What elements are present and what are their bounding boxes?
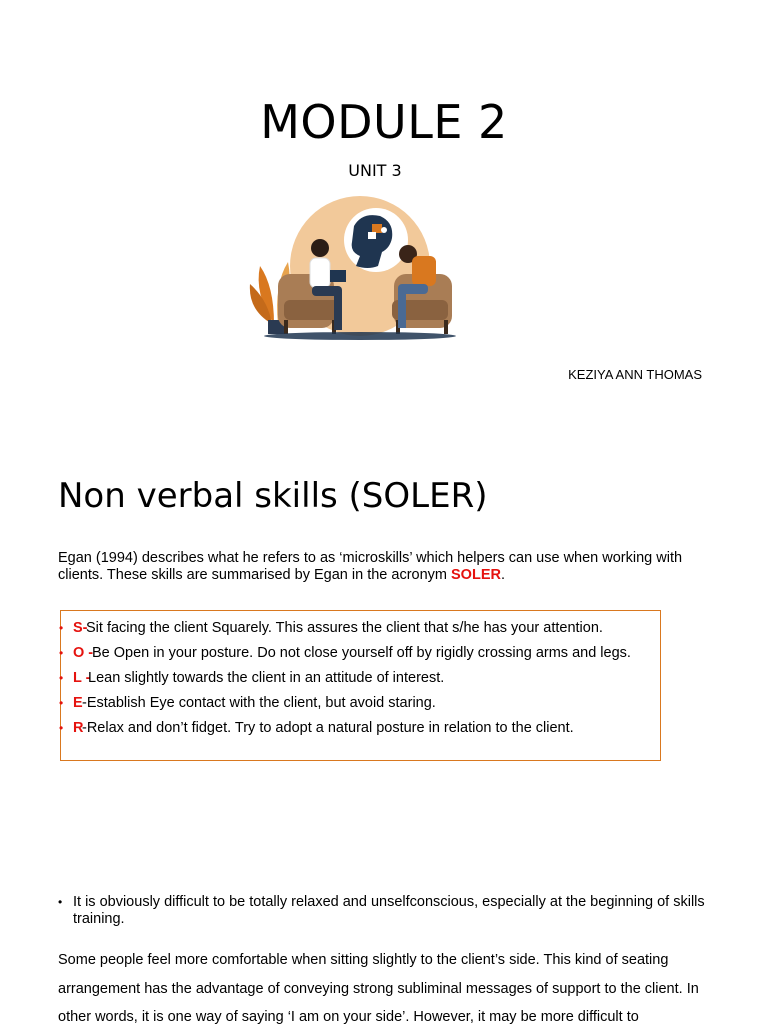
intro-text: Egan (1994) describes what he refers to as ‘microskills’ which helpers can use when working with clients. These skills are summarised by Egan in the acronym — [58, 550, 683, 583]
puzzle-piece — [372, 224, 382, 233]
soler-letter: L - — [73, 670, 91, 686]
intro-end: . — [500, 567, 505, 583]
bullet-note-text: It is obviously difficult to be totally relaxed and unselfconscious, especially at the beginning of skills training. — [73, 894, 705, 927]
right-chair-leg — [444, 320, 448, 334]
unit-subtitle: UNIT 3 — [348, 161, 402, 180]
soler-acronym: SOLER — [451, 567, 501, 583]
puzzle-piece — [368, 232, 376, 239]
bullet-icon: • — [59, 646, 64, 660]
soler-text: -Establish Eye contact with the client, but avoid staring. — [82, 695, 436, 711]
bullet-icon: • — [59, 621, 64, 635]
soler-box — [60, 610, 661, 761]
soler-letter: O - — [73, 645, 94, 661]
left-chair-leg — [284, 320, 288, 334]
bullet-icon: • — [59, 721, 64, 735]
counseling-session-illustration — [248, 196, 470, 342]
floor-shadow — [264, 332, 456, 340]
soler-text: Be Open in your posture. Do not close yourself off by rigidly crossing arms and legs. — [92, 645, 631, 661]
soler-text: Lean slightly towards the client in an attitude of interest. — [88, 670, 445, 686]
counselor-shins — [334, 292, 342, 330]
bullet-note — [58, 894, 708, 928]
left-chair-seat — [284, 300, 340, 320]
soler-letter: E — [73, 695, 83, 711]
soler-text: -Relax and don’t fidget. Try to adopt a natural posture in relation to the client. — [82, 720, 574, 736]
soler-letter: S- — [73, 620, 88, 636]
soler-letter: R — [73, 720, 84, 736]
puzzle-dot — [381, 227, 387, 233]
author-name: KEZIYA ANN THOMAS — [568, 367, 702, 382]
bullet-icon: • — [59, 671, 64, 685]
counselor-head — [311, 239, 329, 257]
intro-paragraph — [58, 550, 708, 584]
section-heading: Non verbal skills (SOLER) — [58, 476, 488, 516]
counselor-body — [310, 258, 330, 288]
client-shins — [398, 290, 406, 328]
soler-text: Sit facing the client Squarely. This assures the client that s/he has your attention. — [86, 620, 603, 636]
bullet-icon: • — [59, 696, 64, 710]
page-title: MODULE 2 — [260, 95, 508, 149]
client-body — [412, 256, 436, 286]
bullet-icon: • — [58, 895, 63, 909]
body-paragraph: Some people feel more comfortable when sitting slightly to the client’s side. This kind of seating arrangement has the advantage of conveying strong subliminal messages of support to the client. In other words, it is one way of saying ‘I am on your side’. However, it may be more difficult to — [58, 952, 699, 1025]
clipboard — [330, 270, 346, 282]
